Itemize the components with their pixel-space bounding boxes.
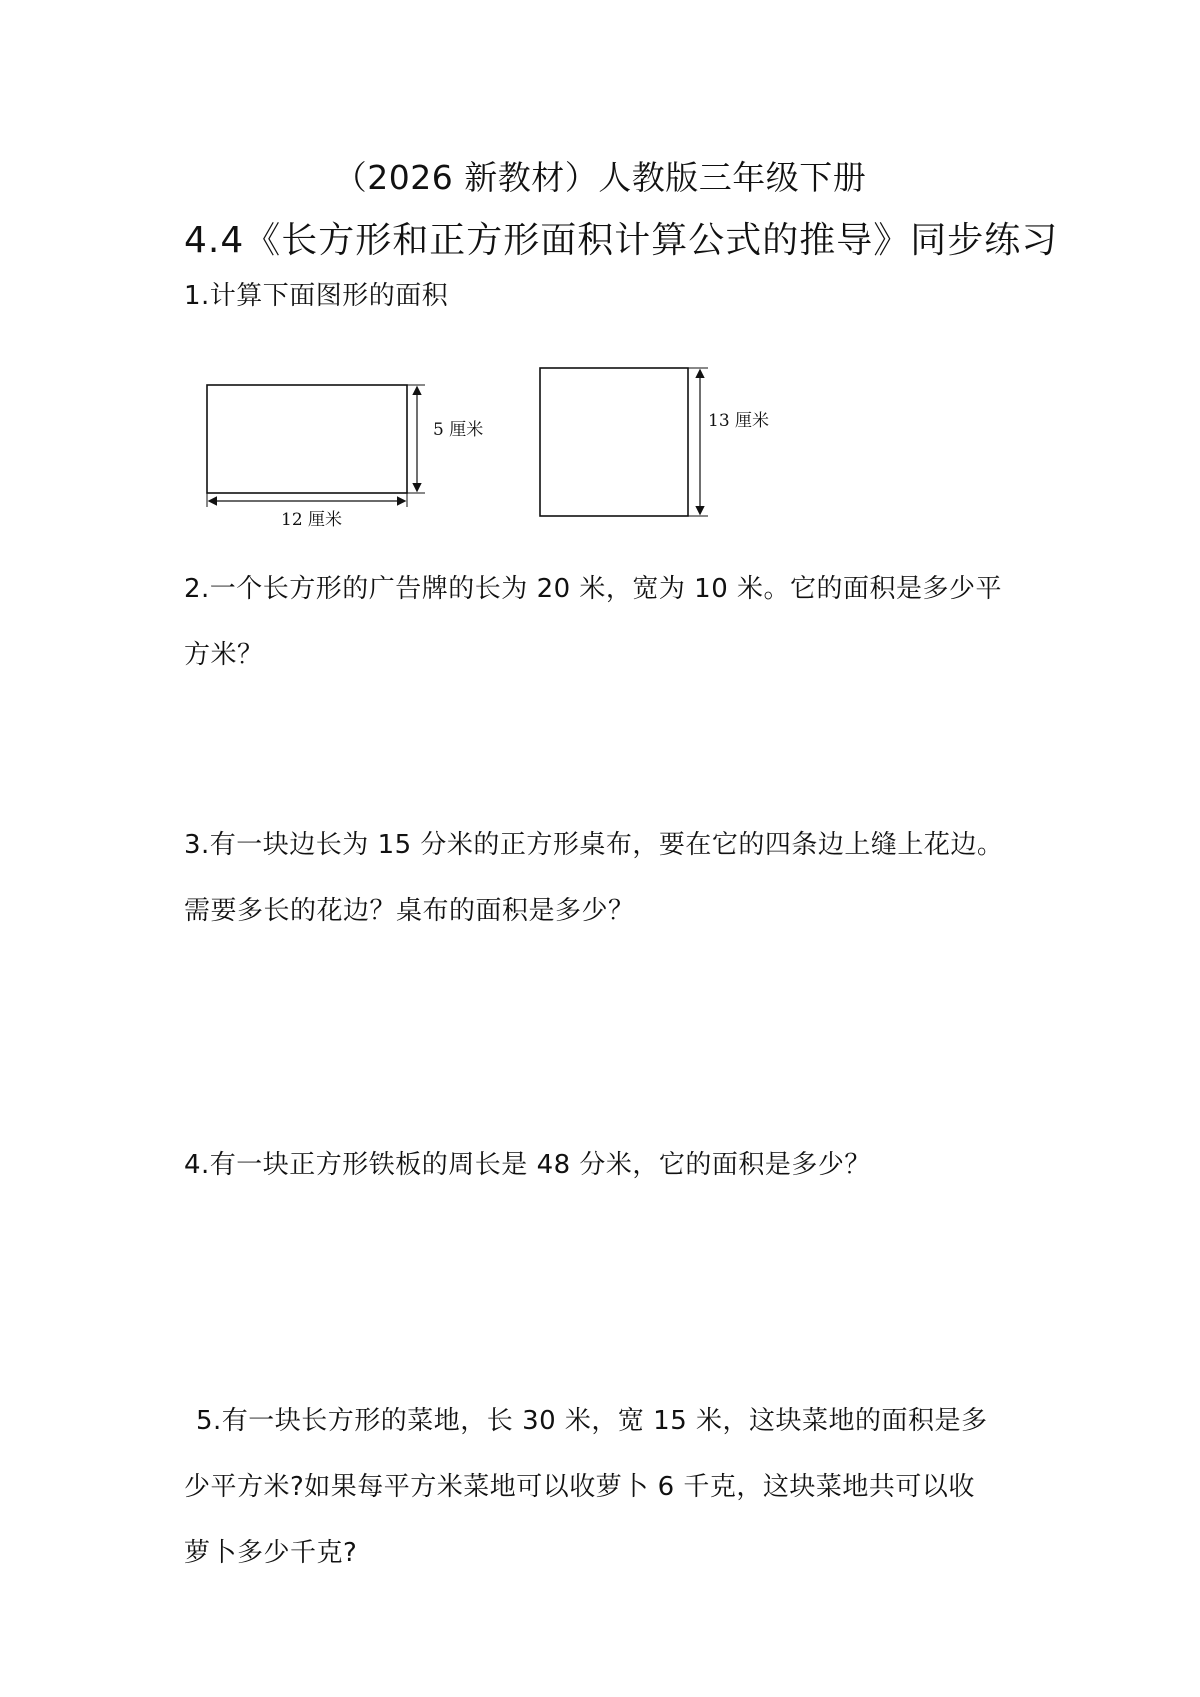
rectangle-shape bbox=[207, 385, 407, 493]
question-5-line-1: 5.有一块长方形的菜地，长 30 米，宽 15 米，这块菜地的面积是多 bbox=[196, 1406, 988, 1436]
question-1-text: 1.计算下面图形的面积 bbox=[184, 281, 449, 311]
worksheet-title: （2026 新教材）人教版三年级下册 bbox=[333, 158, 867, 197]
question-5-line-3: 萝卜多少千克? bbox=[184, 1538, 358, 1568]
question-5-line-2: 少平方米?如果每平方米菜地可以收萝卜 6 千克，这块菜地共可以收 bbox=[184, 1472, 975, 1502]
question-2-line-1: 2.一个长方形的广告牌的长为 20 米，宽为 10 米。它的面积是多少平 bbox=[184, 574, 1003, 604]
square-shape bbox=[540, 368, 688, 516]
square-figure bbox=[530, 360, 790, 524]
rectangle-length-label: 12 厘米 bbox=[281, 510, 343, 530]
question-1 bbox=[184, 276, 1044, 316]
worksheet-subtitle: 4.4《长方形和正方形面积计算公式的推导》同步练习 bbox=[184, 220, 1059, 261]
question-3-line-1: 3.有一块边长为 15 分米的正方形桌布，要在它的四条边上缝上花边。 bbox=[184, 830, 1004, 860]
question-2 bbox=[184, 556, 1044, 688]
question-3-line-2: 需要多长的花边？桌布的面积是多少？ bbox=[184, 896, 635, 926]
question-4-line-1: 4.有一块正方形铁板的周长是 48 分米，它的面积是多少？ bbox=[184, 1150, 871, 1180]
question-4 bbox=[184, 1132, 1044, 1198]
question-5 bbox=[184, 1388, 1044, 1586]
question-2-line-2: 方米？ bbox=[184, 640, 264, 670]
rectangle-width-label: 5 厘米 bbox=[433, 420, 484, 440]
rectangle-figure bbox=[195, 375, 495, 539]
question-3 bbox=[184, 812, 1044, 944]
square-side-label: 13 厘米 bbox=[708, 411, 770, 431]
